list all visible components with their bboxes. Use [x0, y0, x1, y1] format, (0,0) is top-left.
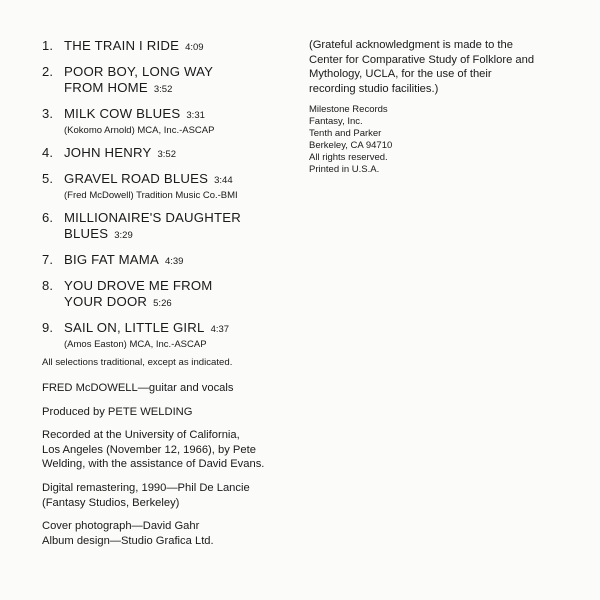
track-duration: 4:39: [164, 256, 184, 267]
album-design-credit: Album design—Studio Grafica Ltd.: [42, 534, 214, 547]
record-label-info: [309, 104, 591, 176]
track-duration: 5:26: [153, 298, 172, 309]
label-street: Tenth and Parker: [309, 128, 382, 140]
printed-notice: Printed in U.S.A.: [309, 164, 380, 176]
track-list-column: [42, 38, 304, 557]
track-credit: (Fred McDowell) Tradition Music Co.-BMI: [64, 190, 238, 201]
track-title-line2: FROM HOME: [64, 80, 148, 95]
track-number: 9.: [42, 320, 54, 335]
track-duration: 4:37: [210, 324, 230, 335]
track-item: [42, 210, 304, 244]
track-credit: (Amos Easton) MCA, Inc.-ASCAP: [64, 339, 207, 350]
track-item: [42, 278, 304, 312]
track-duration: 4:09: [185, 42, 204, 53]
track-item: [42, 106, 304, 137]
track-list: [42, 38, 304, 351]
recording-info: [42, 428, 304, 472]
track-number: 6.: [42, 210, 54, 225]
traditional-note: All selections traditional, except as indicated.: [42, 357, 233, 368]
acknowledgment-line: (Grateful acknowledgment is made to the: [309, 39, 513, 51]
label-name: Milestone Records: [309, 104, 388, 116]
recording-line: Los Angeles (November 12, 1966), by Pete: [42, 443, 256, 456]
performer-credit: FRED McDOWELL—guitar and vocals: [42, 382, 234, 394]
track-item: [42, 320, 304, 351]
track-item: [42, 64, 304, 98]
track-title: SAIL ON, LITTLE GIRL: [64, 320, 205, 335]
track-number: 2.: [42, 64, 54, 79]
cover-photo-credit: Cover photograph—David Gahr: [42, 520, 200, 533]
label-city: Berkeley, CA 94710: [309, 140, 393, 152]
track-duration: 3:52: [153, 84, 173, 95]
track-title: MILK COW BLUES: [64, 106, 181, 121]
acknowledgment: [309, 38, 591, 96]
producer-credit: Produced by PETE WELDING: [42, 405, 193, 418]
track-title: GRAVEL ROAD BLUES: [64, 171, 209, 186]
track-title: YOU DROVE ME FROM: [64, 278, 213, 293]
track-duration: 3:44: [214, 175, 233, 186]
track-title: BIG FAT MAMA: [64, 252, 159, 267]
acknowledgment-line: Mythology, UCLA, for the use of their: [309, 68, 492, 81]
track-number: 4.: [42, 145, 54, 160]
track-item: [42, 38, 304, 56]
remastering-line: Digital remastering, 1990—Phil De Lancie: [42, 481, 250, 494]
track-title: JOHN HENRY: [64, 145, 152, 160]
recording-line: Welding, with the assistance of David Evans.: [42, 458, 265, 471]
track-title-line2: BLUES: [64, 226, 109, 241]
track-duration: 3:29: [114, 230, 133, 241]
label-company: Fantasy, Inc.: [309, 116, 363, 128]
design-credits: [42, 519, 304, 548]
track-duration: 3:31: [186, 110, 205, 121]
track-title: POOR BOY, LONG WAY: [64, 64, 214, 79]
rights-notice: All rights reserved.: [309, 152, 388, 164]
track-number: 8.: [42, 278, 54, 293]
track-credit: (Kokomo Arnold) MCA, Inc.-ASCAP: [64, 125, 215, 136]
info-column: [309, 38, 591, 176]
acknowledgment-line: recording studio facilities.): [309, 82, 439, 95]
track-item: [42, 171, 304, 202]
track-number: 3.: [42, 106, 54, 121]
track-number: 7.: [42, 252, 54, 267]
track-duration: 3:52: [157, 149, 176, 160]
track-number: 1.: [42, 38, 54, 53]
track-number: 5.: [42, 171, 54, 186]
acknowledgment-line: Center for Comparative Study of Folklore and: [309, 53, 535, 66]
remastering-line: (Fantasy Studios, Berkeley): [42, 496, 180, 509]
remastering-info: [42, 481, 304, 510]
track-item: [42, 145, 304, 163]
track-title: THE TRAIN I RIDE: [64, 38, 180, 53]
track-title-line2: YOUR DOOR: [64, 294, 148, 309]
track-item: [42, 252, 304, 270]
track-title: MILLIONAIRE'S DAUGHTER: [64, 210, 241, 225]
recording-line: Recorded at the University of California,: [42, 429, 240, 442]
